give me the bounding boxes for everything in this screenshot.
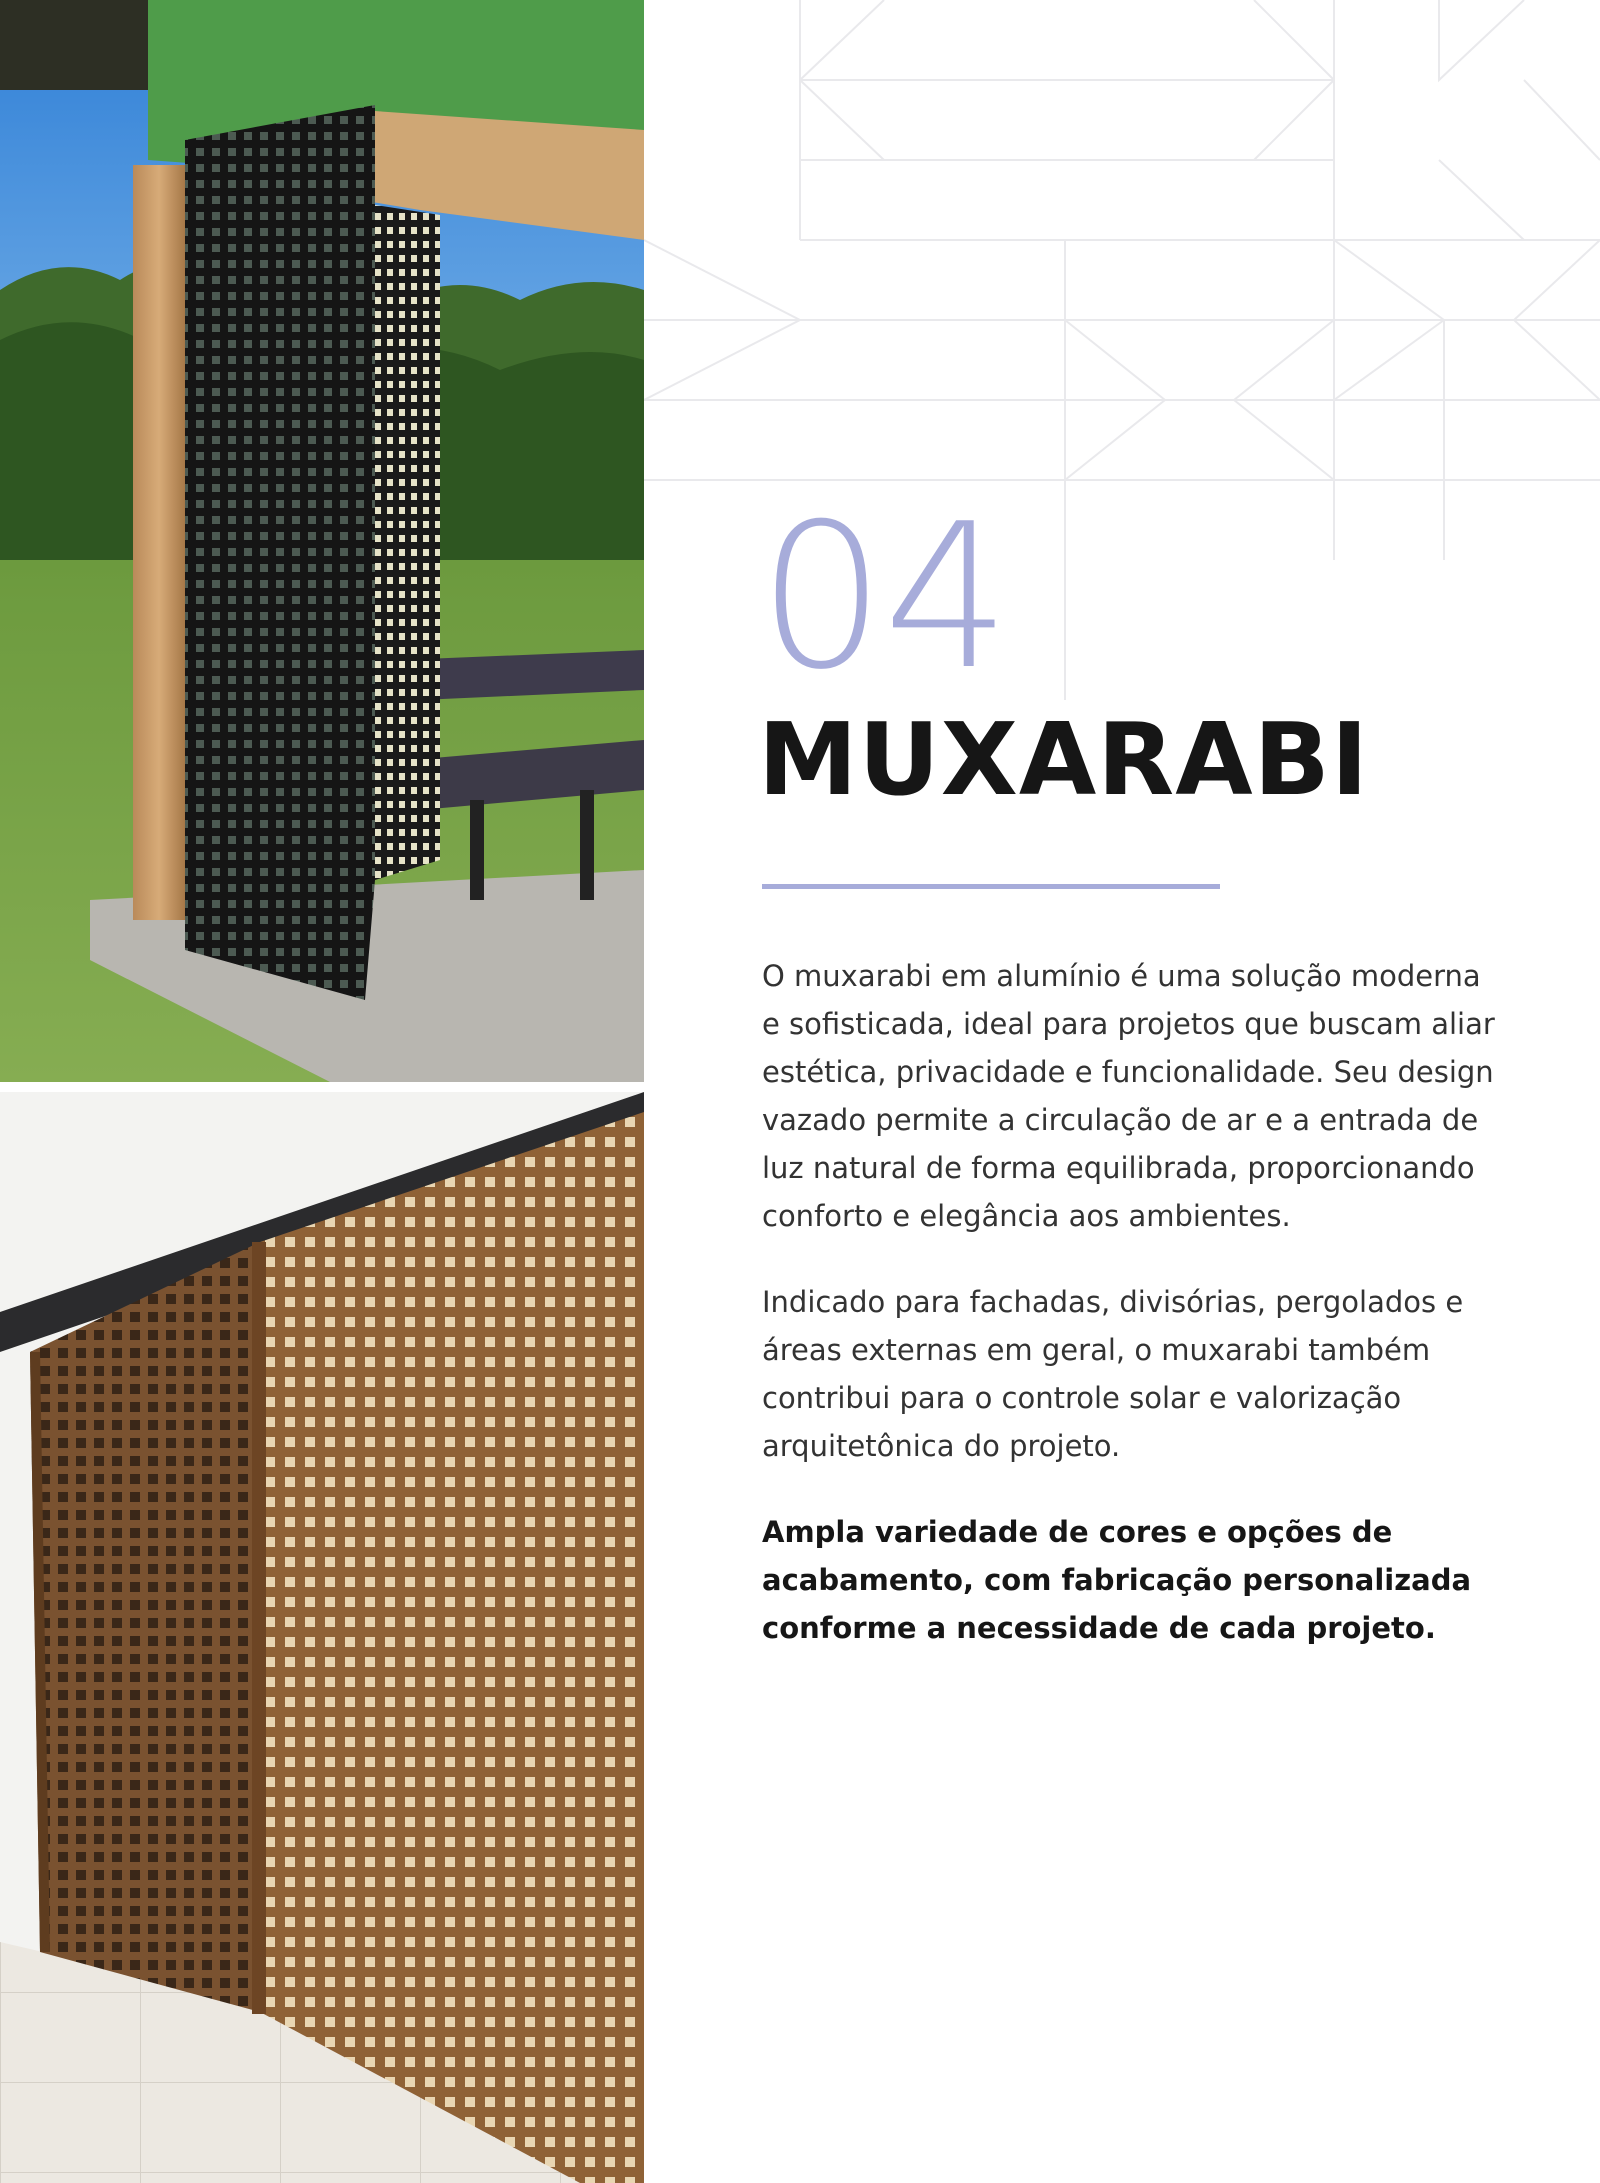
applications-paragraph: Indicado para fachadas, divisórias, pergolados e áreas externas em geral, o muxarabi também contribui para o controle solar e valorização arquitetônica do projeto. xyxy=(762,1285,1464,1463)
outdoor-black-muxarabi-photo xyxy=(0,0,644,1082)
section-title: MUXARABI xyxy=(758,701,1370,818)
indoor-wood-muxarabi-door-photo xyxy=(0,1092,644,2183)
customization-paragraph: Ampla variedade de cores e opções de acabamento, com fabricação personalizada conforme a necessidade de cada projeto. xyxy=(762,1515,1472,1645)
section-number: 04 xyxy=(758,481,1009,714)
title-divider xyxy=(762,884,1220,889)
description-paragraph: O muxarabi em alumínio é uma solução moderna e sofisticada, ideal para projetos que buscam aliar estética, privacidade e funcionalidade. Seu design vazado permite a circulação de ar e a entrada de luz natural de forma equilibrada, proporcionando conforto e elegância aos ambientes. xyxy=(762,959,1495,1233)
